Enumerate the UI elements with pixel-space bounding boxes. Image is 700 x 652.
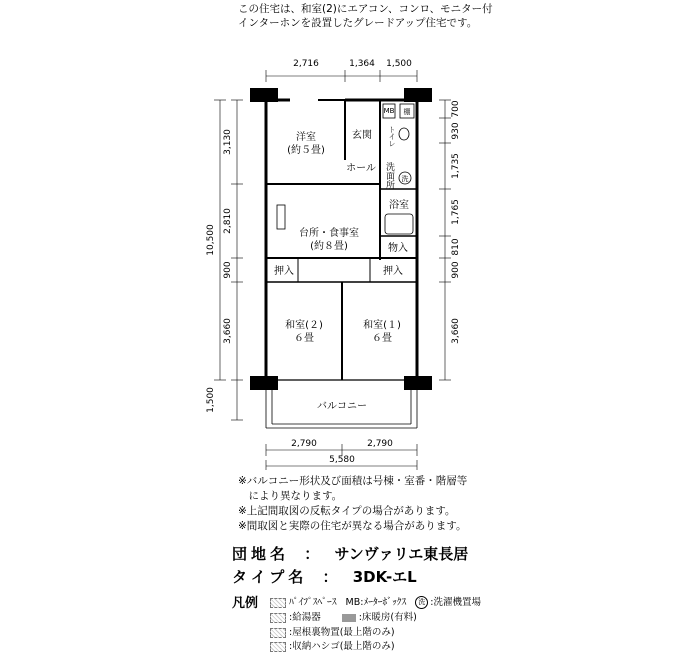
legend-hashigo: :収納ハシゴ(最上階のみ): [289, 641, 395, 652]
room-hall: ホール: [346, 163, 376, 174]
legend-row-2: [270, 609, 417, 623]
danchi-value: サンヴァリエ東長居: [334, 545, 469, 563]
label-shelf: 棚: [403, 108, 411, 116]
room-toilet: トイレ: [388, 126, 396, 147]
room-oshiire-right: 押入: [383, 266, 403, 277]
right-dimension-lines: [439, 100, 451, 380]
left-dim-4: 3,660: [223, 318, 233, 344]
legend-row-3: [270, 624, 395, 638]
top-dimension-lines: [266, 70, 417, 82]
legend-row-1: [270, 594, 481, 609]
legend-sen: :洗濯機置場: [430, 597, 481, 608]
top-dim-3: 1,500: [386, 59, 412, 69]
label-mb: MB: [383, 107, 395, 115]
room-washitsu1: 和室(１): [363, 320, 401, 331]
floor-heating-swatch: [342, 614, 356, 622]
room-washitsu1-size: ６畳: [372, 333, 392, 344]
bottom-dim-1: 2,790: [291, 439, 317, 449]
legend-yaneura: :屋根裏物置(最上階のみ): [289, 627, 395, 638]
right-dim-5: 810: [451, 238, 461, 256]
kitchen-counter: [277, 205, 285, 229]
washer-legend-icon: 洗: [415, 596, 428, 609]
room-oshiire-left: 押入: [274, 266, 294, 277]
danchi-label: 団地名: [232, 545, 290, 563]
water-heater-swatch: [270, 613, 286, 623]
room-monoire: 物入: [388, 243, 408, 254]
notes-block: [238, 474, 467, 534]
room-senmen: 洗面所: [384, 162, 394, 189]
legend-mb: MB:ﾒｰﾀｰﾎﾞｯｸｽ: [345, 597, 407, 608]
right-dim-7: 3,660: [451, 318, 461, 344]
note-line-1: ※バルコニー形状及び面積は号棟・室番・階層等: [238, 475, 468, 487]
room-genkan: 玄関: [352, 130, 372, 141]
danchi-sep: ：: [304, 545, 320, 563]
top-dim-2: 1,364: [349, 59, 375, 69]
corner-block-tl: [250, 88, 278, 102]
legend-yukadanbo: :床暖房(有料): [358, 612, 417, 623]
legend-kyutoki: :給湯器: [289, 612, 321, 623]
note-line-4: ※間取図と実際の住宅が異なる場合があります。: [238, 520, 467, 532]
danchi-row: [232, 543, 468, 564]
top-note: この住宅は、和室(2)にエアコン、コンロ、モニター付インターホンを設置したグレードアップ住宅です。: [238, 3, 493, 29]
corner-block-bl: [250, 376, 278, 390]
type-row: [232, 566, 417, 587]
left-dim-1: 3,130: [223, 129, 233, 155]
note-line-2: により異なります。: [238, 490, 343, 502]
corner-block-br: [404, 376, 432, 390]
room-daidokoro-size: (約８畳): [310, 241, 348, 252]
bathtub-icon: [385, 214, 413, 234]
pipe-space-swatch: [270, 598, 286, 608]
room-balcony: バルコニー: [317, 401, 367, 412]
room-washitsu2-size: ６畳: [294, 333, 314, 344]
left-dim-total: 10,500: [206, 224, 216, 256]
type-sep: ：: [322, 568, 338, 586]
bottom-dim-2: 2,790: [367, 439, 393, 449]
right-dim-2: 930: [451, 122, 461, 140]
room-daidokoro: 台所・食事室: [299, 228, 359, 239]
type-value: 3DK-エL: [352, 568, 417, 586]
legend-title: 凡例: [232, 596, 259, 611]
ladder-swatch: [270, 642, 286, 652]
room-yoshitsu: 洋室: [296, 132, 316, 143]
left-dim-5: 1,500: [206, 387, 216, 413]
right-dim-6: 900: [451, 261, 461, 279]
bottom-dim-total: 5,580: [329, 455, 355, 465]
toilet-icon: [399, 128, 409, 140]
attic-swatch: [270, 628, 286, 638]
legend-pipe: ﾊﾟｲﾌﾟｽﾍﾟｰｽ: [289, 597, 337, 608]
room-yokushitsu: 浴室: [389, 200, 409, 211]
left-dim-2: 2,810: [223, 208, 233, 234]
type-label: タイプ名: [232, 568, 308, 586]
note-line-3: ※上記間取図の反転タイプの場合があります。: [238, 505, 456, 517]
corner-block-tr: [404, 88, 432, 102]
right-dim-1: 700: [451, 100, 461, 118]
room-yoshitsu-size: (約５畳): [287, 145, 325, 156]
label-sen: 洗: [401, 175, 409, 183]
right-dim-3: 1,735: [451, 153, 461, 179]
top-dim-1: 2,716: [293, 59, 319, 69]
left-dim-3: 900: [223, 261, 233, 279]
right-dim-4: 1,765: [451, 199, 461, 225]
room-washitsu2: 和室(２): [285, 320, 323, 331]
